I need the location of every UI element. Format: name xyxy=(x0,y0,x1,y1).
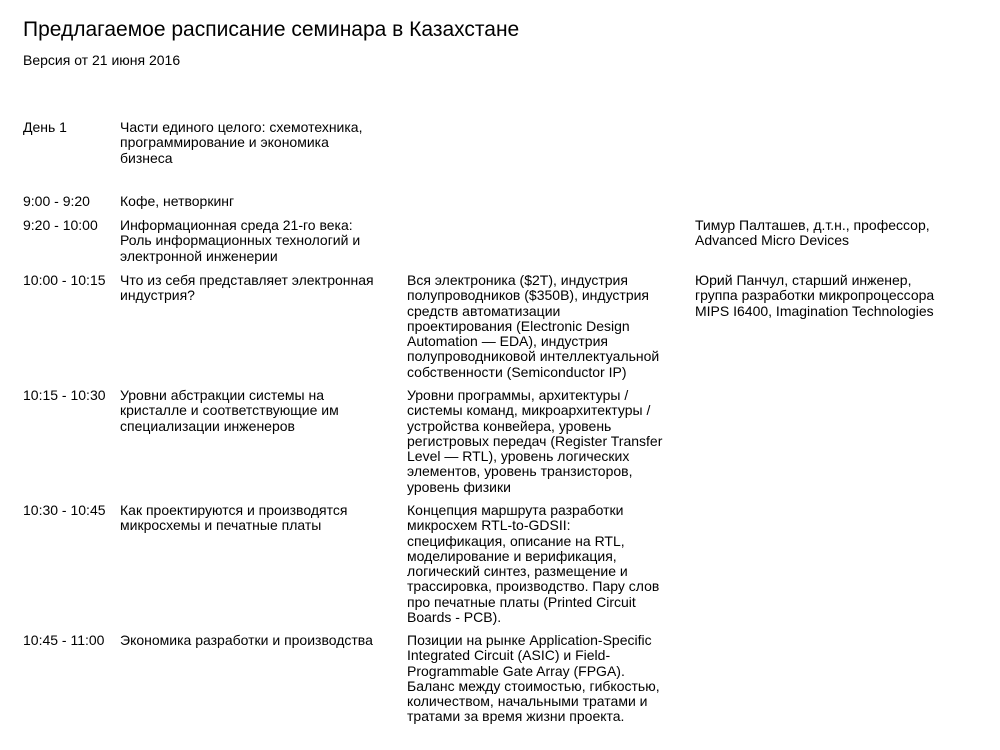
row-time: 10:00 - 10:15 xyxy=(23,272,106,288)
row-topic: Экономика разработки и производства xyxy=(120,632,373,648)
row-time: 9:20 - 10:00 xyxy=(23,217,98,233)
row-topic: Информационная среда 21-го века: Роль информационных технологий и электронной инженерии xyxy=(120,217,361,264)
row-time: 9:00 - 9:20 xyxy=(23,193,90,209)
day-theme: Части единого целого: схемотехника, программирование и экономика бизнеса xyxy=(120,119,363,166)
row-description: Вся электроника ($2T), индустрия полупроводников ($350B), индустрия средств автоматизации проектирования (Electronic Design Automation — EDA), индустрия полупроводниковой интеллектуальной собственности (Semiconductor IP) xyxy=(407,272,660,380)
row-speaker: Тимур Палташев, д.т.н., профессор, Advanced Micro Devices xyxy=(695,217,930,249)
row-description: Концепция маршрута разработки микросхем RTL-to-GDSII: спецификация, описание на RTL, моделирование и верификация, логический синтез, размещение и трассировка, производство. Пару слов про печатные платы (Printed Circuit Boards - PCB). xyxy=(407,502,660,626)
day-label: День 1 xyxy=(23,119,67,135)
row-description: Уровни программы, архитектуры / системы команд, микроархитектуры / устройства конвейера, уровень регистровых передач (Register Transfer Level — RTL), уровень логических элементов, уровень транзисторов, уровень физики xyxy=(407,387,663,495)
row-time: 10:15 - 10:30 xyxy=(23,387,106,403)
row-topic: Кофе, нетворкинг xyxy=(120,193,235,209)
document-title: Предлагаемое расписание семинара в Казахстане xyxy=(23,18,520,41)
row-time: 10:45 - 11:00 xyxy=(23,632,105,648)
row-speaker: Юрий Панчул, старший инженер, группа разработки микропроцессора MIPS I6400, Imagination Technologies xyxy=(695,272,935,319)
row-topic: Уровни абстракции системы на кристалле и соответствующие им специализации инженеров xyxy=(120,387,339,434)
row-time: 10:30 - 10:45 xyxy=(23,502,106,518)
row-topic: Что из себя представляет электронная индустрия? xyxy=(120,272,374,304)
row-topic: Как проектируются и производятся микросхемы и печатные платы xyxy=(120,502,348,534)
row-description: Позиции на рынке Application-Specific Integrated Circuit (ASIC) и Field- Programmable Gate Array (FPGA). Баланс между стоимостью, гибкостью, количеством, начальными тратами и тратами за время жизни проекта. xyxy=(407,632,660,725)
version-date: Версия от 21 июня 2016 xyxy=(23,52,181,68)
